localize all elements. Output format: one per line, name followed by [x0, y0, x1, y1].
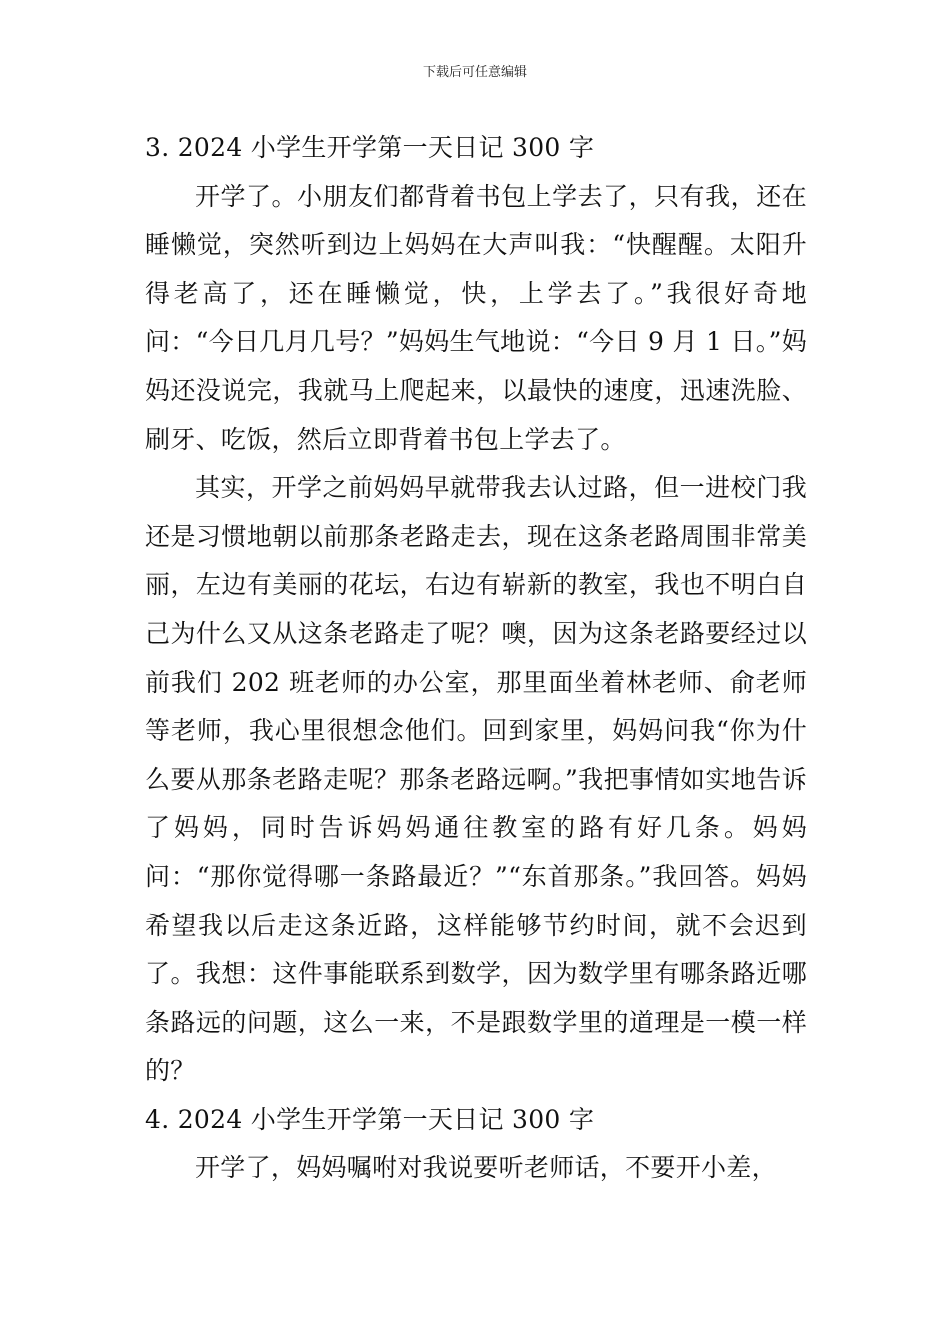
section-4-paragraph-1: 开学了，妈妈嘱咐对我说要听老师话，不要开小差， [195, 1153, 777, 1183]
section-3-title: 3. 2024 小学生开学第一天日记 300 字 [145, 133, 595, 162]
page-header-note: 下载后可任意编辑 [422, 65, 527, 80]
document-body [145, 124, 807, 1193]
section-3-paragraph-1: 开学了。小朋友们都背着书包上学去了，只有我，还在睡懒觉，突然听到边上妈妈在大声叫我：“快醒醒。太阳升得老高了，还在睡懒觉，快，上学去了。”我很好奇地问：“今日几月几号？”妈妈生气地说：“今日 9 月 1 日。”妈妈还没说完，我就马上爬起来，以最快的速度，迅速洗脸、刷牙、吃饭，然后立即背着书包上学去了。 [145, 181, 807, 454]
section-3-paragraph-2: 其实，开学之前妈妈早就带我去认过路，但一进校门我还是习惯地朝以前那条老路走去，现在这条老路周围非常美丽，左边有美丽的花坛，右边有崭新的教室，我也不明白自己为什么又从这条老路走了呢？噢，因为这条老路要经过以前我们 202 班老师的办公室，那里面坐着林老师、俞老师等老师，我心里很想念他们。回到家里，妈妈问我“你为什么要从那条老路走呢？那条老路远啊。”我把事情如实地告诉了妈妈，同时告诉妈妈通往教室的路有好几条。妈妈问：“那你觉得哪一条路最近？”“东首那条。”我回答。妈妈希望我以后走这条近路，这样能够节约时间，就不会迟到了。我想：这件事能联系到数学，因为数学里有哪条路近哪条路远的问题，这么一来，不是跟数学里的道理是一模一样的？ [145, 473, 807, 1086]
section-4-title: 4. 2024 小学生开学第一天日记 300 字 [145, 1104, 595, 1134]
